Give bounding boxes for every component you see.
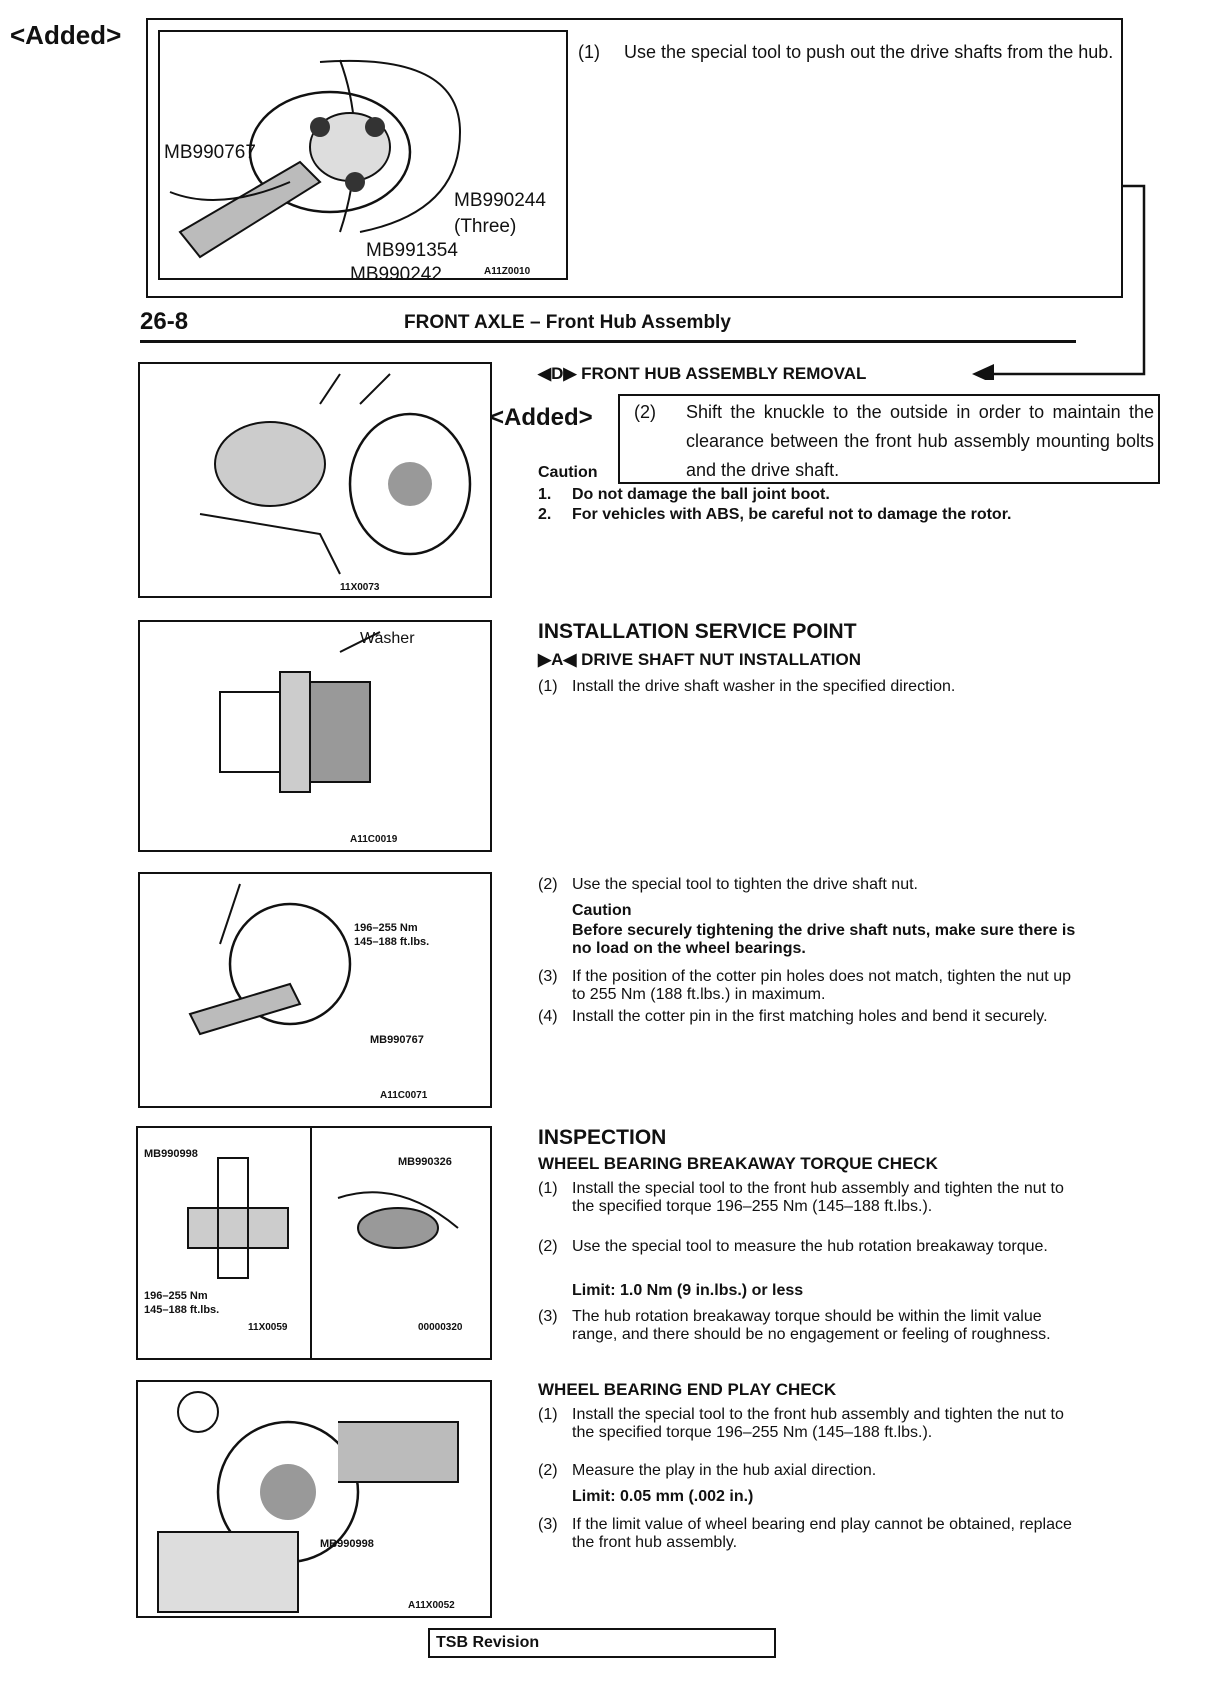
step-push-out: (1) Use the special tool to push out the drive shafts from the hub.	[578, 42, 1114, 62]
fig-code: A11C0019	[350, 834, 398, 845]
page-number: 26-8	[140, 308, 189, 335]
figure-push-out	[158, 30, 568, 285]
washer-illustration	[140, 622, 490, 850]
fig-code-b: 00000320	[418, 1322, 463, 1333]
figure-breakaway	[136, 1126, 492, 1360]
installation-heading: INSTALLATION SERVICE POINT	[538, 620, 857, 643]
header-rule	[140, 340, 1076, 343]
endplay-subheading: WHEEL BEARING END PLAY CHECK	[538, 1380, 837, 1399]
label-ft-a: 145–188 ft.lbs.	[144, 1304, 220, 1316]
fig-code: 11X0073	[340, 582, 380, 593]
added-step-knuckle: (2) Shift the knuckle to the outside in order to maintain the clearance between the front hub assembly mounting bolts and the drive shaft.	[634, 402, 1154, 480]
fig-code-c: A11X0052	[408, 1600, 455, 1611]
page-title: FRONT AXLE – Front Hub Assembly	[404, 312, 731, 333]
fig-code-a: 11X0059	[248, 1322, 288, 1333]
caution-item-1: 1. Do not damage the ball joint boot.	[538, 486, 830, 503]
fig-code: A11C0071	[380, 1090, 428, 1101]
install-step-2: (2) Use the special tool to tighten the drive shaft nut.	[538, 876, 918, 893]
endplay-step-2: (2) Measure the play in the hub axial direction.	[538, 1462, 877, 1479]
label-mb990244: MB990244	[454, 190, 546, 211]
label-tool-b: MB990326	[398, 1156, 452, 1168]
removal-heading: ◀D▶ FRONT HUB ASSEMBLY REMOVAL	[538, 364, 867, 383]
install-step-3: (3) If the position of the cotter pin holes does not match, tighten the nut up to 255 Nm (188 ft.lbs.) in maximum.	[538, 968, 1071, 1003]
inspection-heading: INSPECTION	[538, 1126, 667, 1149]
knuckle-illustration	[140, 364, 490, 596]
caution-label-removal: Caution	[538, 464, 598, 481]
tsb-revision-label: TSB Revision	[436, 1634, 540, 1651]
breakaway-step-2: (2) Use the special tool to measure the hub rotation breakaway torque.	[538, 1238, 1048, 1255]
label-torque-ft: 145–188 ft.lbs.	[354, 936, 430, 948]
breakaway-subheading: WHEEL BEARING BREAKAWAY TORQUE CHECK	[538, 1154, 938, 1173]
install-step-1: (1) Install the drive shaft washer in the specified direction.	[538, 678, 956, 695]
label-tool-c: MB990998	[320, 1538, 374, 1550]
breakaway-step-3: (3) The hub rotation breakaway torque should be within the limit value range, and there should be no engagement or feeling of roughness.	[538, 1308, 1051, 1343]
caution-label-install: Caution	[572, 902, 632, 919]
install-step-4: (4) Install the cotter pin in the first matching holes and bend it securely.	[538, 1008, 1048, 1025]
installation-subheading: ▶A◀ DRIVE SHAFT NUT INSTALLATION	[538, 650, 861, 669]
label-mb991354: MB991354	[366, 240, 458, 261]
label-three: (Three)	[454, 216, 517, 237]
limit-endplay: Limit: 0.05 mm (.002 in.)	[572, 1488, 754, 1505]
caution-text-install: Before securely tightening the drive shaft nuts, make sure there is no load on the wheel bearings.	[572, 922, 1076, 957]
label-tool-a: MB990998	[144, 1148, 198, 1160]
connector-arrow	[950, 180, 1150, 380]
label-torque-nm: 196–255 Nm	[354, 922, 418, 934]
label-nm-a: 196–255 Nm	[144, 1290, 208, 1302]
endplay-step-1: (1) Install the special tool to the front hub assembly and tighten the nut to the specified torque 196–255 Nm (145–188 ft.lbs.).	[538, 1406, 1064, 1441]
label-mb990767: MB990767	[164, 142, 256, 163]
tsb-revision-box	[428, 1628, 776, 1658]
nut-tighten-illustration	[140, 874, 490, 1106]
figure-nut	[138, 872, 492, 1108]
endplay-step-3: (3) If the limit value of wheel bearing end play cannot be obtained, replace the front hub assembly.	[538, 1516, 1072, 1551]
figure-washer	[138, 620, 492, 852]
added-step-box	[618, 394, 1160, 484]
fig-code: A11Z0010	[484, 266, 531, 277]
figure-removal	[138, 362, 492, 598]
figure-endplay	[136, 1380, 492, 1618]
added-marker-top: <Added>	[10, 20, 122, 50]
added-marker-mid: <Added>	[490, 404, 593, 431]
label-mb990242: MB990242	[350, 264, 442, 285]
label-washer: Washer	[360, 630, 415, 647]
caution-item-2: 2. For vehicles with ABS, be careful not to damage the rotor.	[538, 506, 1012, 523]
label-tool: MB990767	[370, 1034, 424, 1046]
endplay-illustration	[138, 1382, 490, 1616]
breakaway-step-1: (1) Install the special tool to the front hub assembly and tighten the nut to the specified torque 196–255 Nm (145–188 ft.lbs.).	[538, 1180, 1064, 1215]
limit-breakaway: Limit: 1.0 Nm (9 in.lbs.) or less	[572, 1282, 804, 1299]
